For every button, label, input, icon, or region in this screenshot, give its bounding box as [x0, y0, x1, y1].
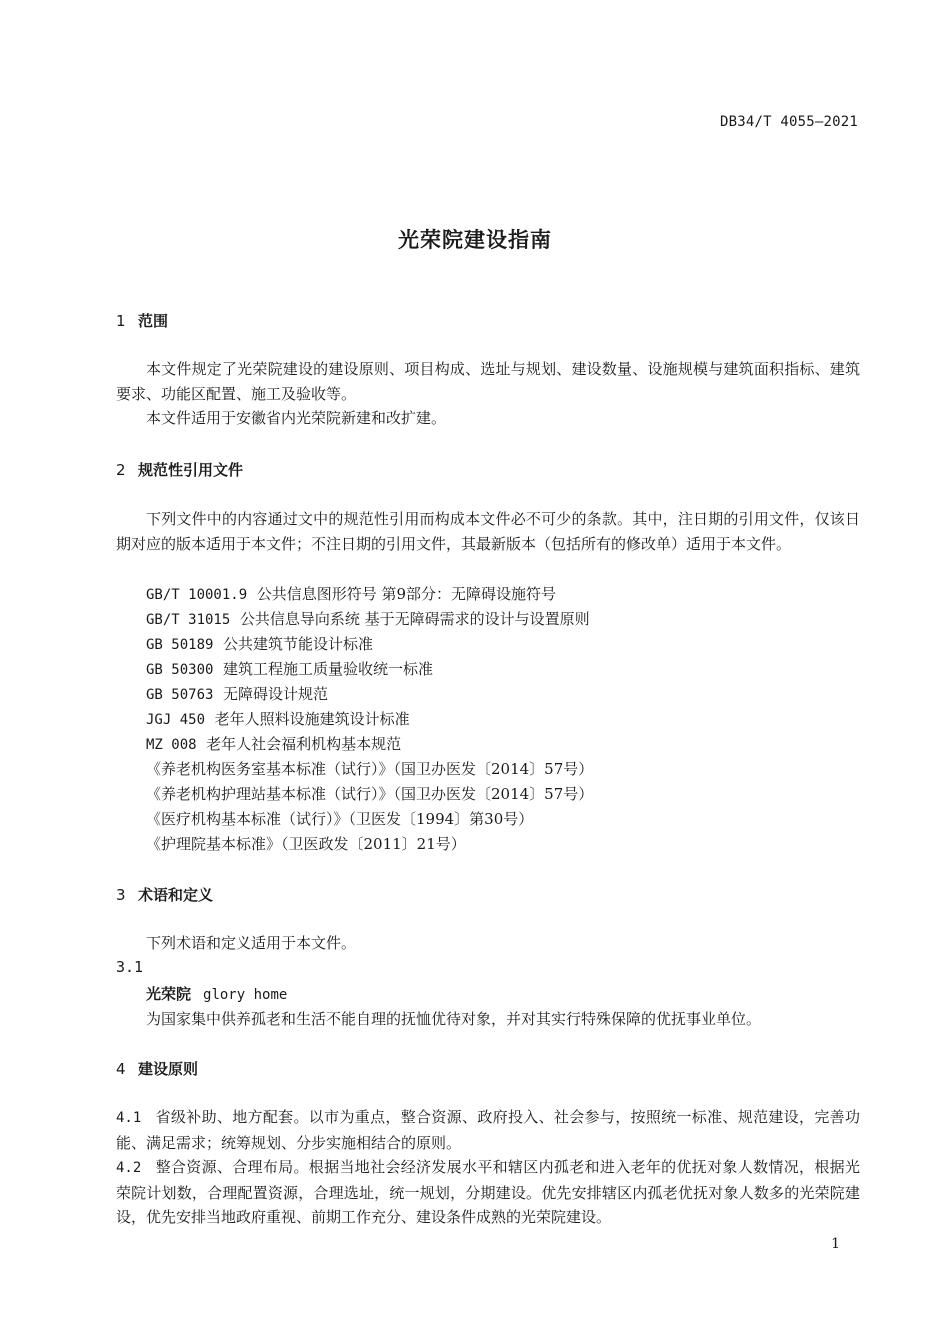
reference-title: 公共信息导向系统 基于无障碍需求的设计与设置原则: [239, 610, 590, 628]
term-name: [146, 983, 287, 1004]
reference-code: GB/T 10001.9: [146, 587, 248, 603]
references-intro: 下列文件中的内容通过文中的规范性引用而构成本文件必不可少的条款。其中，注日期的引用文件，仅该日期对应的版本适用于本文件；不注日期的引用文件，其最新版本（包括所有的修改单）适用于本文件。: [116, 510, 860, 553]
reference-item: [146, 658, 433, 679]
reference-title: 公共建筑节能设计标准: [222, 635, 373, 653]
section-number: 4: [116, 1060, 126, 1078]
page-number: 1: [831, 1236, 840, 1252]
reference-code: GB 50300: [146, 662, 214, 678]
term-name-en: glory home: [203, 987, 288, 1003]
section-title: 规范性引用文件: [138, 461, 244, 479]
reference-document: 《养老机构护理站基本标准（试行）》（国卫办医发〔2014〕57号）: [146, 785, 594, 803]
reference-item: [146, 733, 401, 754]
section-number: 2: [116, 461, 126, 479]
section-heading-references: [116, 459, 243, 480]
term-definition: 为国家集中供养孤老和生活不能自理的抚恤优待对象，并对其实行特殊保障的优抚事业单位。: [146, 1010, 762, 1028]
reference-code: GB 50189: [146, 637, 214, 653]
reference-code: GB 50763: [146, 687, 214, 703]
reference-title: 建筑工程施工质量验收统一标准: [222, 660, 433, 678]
reference-document: 《养老机构医务室基本标准（试行）》（国卫办医发〔2014〕57号）: [146, 760, 594, 778]
term-number: 3.1: [116, 958, 144, 976]
reference-title: 老年人照料设施建筑设计标准: [214, 710, 410, 728]
section-heading-scope: [116, 310, 168, 331]
reference-document: 《护理院基本标准》（卫医政发〔2011〕21号）: [146, 835, 466, 853]
section-title: 术语和定义: [138, 886, 214, 904]
clause-number: 4.2: [116, 1160, 142, 1176]
reference-code: MZ 008: [146, 737, 197, 753]
section-title: 范围: [138, 312, 169, 330]
scope-paragraph-2: 本文件适用于安徽省内光荣院新建和改扩建。: [146, 409, 447, 427]
clause-text: 省级补助、地方配套。以市为重点，整合资源、政府投入、社会参与，按照统一标准、规范建设，完善功能、满足需求；统筹规划、分步实施相结合的原则。: [116, 1108, 860, 1152]
reference-document: 《医疗机构基本标准（试行）》（卫医发〔1994〕第30号）: [146, 810, 534, 828]
reference-item: [146, 583, 556, 604]
reference-item: [146, 633, 373, 654]
principle-clause: [116, 1155, 860, 1230]
clause-number: 4.1: [116, 1110, 142, 1126]
terms-intro: 下列术语和定义适用于本文件。: [146, 934, 357, 952]
reference-code: JGJ 450: [146, 712, 206, 728]
document-code: DB34/T 4055—2021: [719, 114, 858, 130]
reference-title: 老年人社会福利机构基本规范: [206, 735, 402, 753]
section-title: 建设原则: [138, 1060, 199, 1078]
document-title: 光荣院建设指南: [398, 228, 552, 252]
reference-title: 公共信息图形符号 第9部分：无障碍设施符号: [256, 585, 557, 603]
section-heading-terms: [116, 884, 213, 905]
reference-item: [146, 683, 328, 704]
scope-paragraph-1: 本文件规定了光荣院建设的建设原则、项目构成、选址与规划、建设数量、设施规模与建筑面积指标、建筑要求、功能区配置、施工及验收等。: [116, 360, 860, 403]
reference-item: [146, 708, 410, 729]
reference-item: [146, 608, 590, 629]
principle-clause: [116, 1105, 860, 1155]
section-number: 1: [116, 312, 126, 330]
reference-code: GB/T 31015: [146, 612, 231, 628]
reference-title: 无障碍设计规范: [222, 685, 328, 703]
term-name-zh: 光荣院: [146, 985, 192, 1003]
section-heading-principles: [116, 1058, 198, 1079]
clause-text: 整合资源、合理布局。根据当地社会经济发展水平和辖区内孤老和进入老年的优抚对象人数情况，根据光荣院计划数，合理配置资源，合理选址，统一规划，分期建设。优先安排辖区内孤老优抚对象人数多的光荣院建设，优先安排当地政府重视、前期工作充分、建设条件成熟的光荣院建设。: [116, 1158, 860, 1226]
section-number: 3: [116, 886, 126, 904]
